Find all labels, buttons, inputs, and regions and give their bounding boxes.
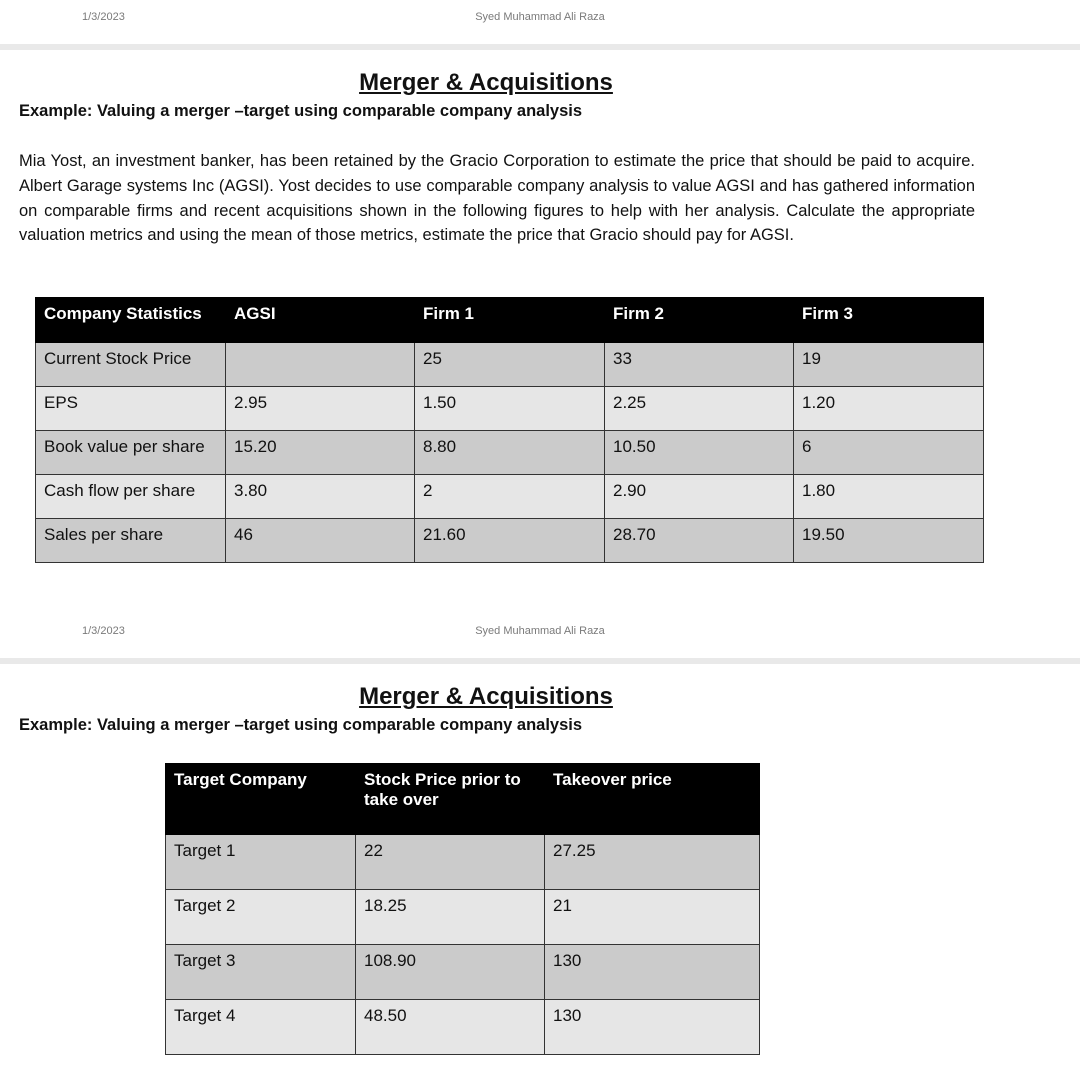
page-header <box>0 614 1080 644</box>
column-header: Firm 1 <box>415 298 605 343</box>
table-cell: 2.90 <box>605 475 794 519</box>
company-statistics-table <box>35 297 984 563</box>
table-cell: 1.20 <box>794 387 984 431</box>
target-takeover-table <box>165 763 760 1055</box>
table-cell: 27.25 <box>545 835 760 890</box>
table-cell: 2.25 <box>605 387 794 431</box>
row-label-cell: Current Stock Price <box>36 343 226 387</box>
row-label-cell: Target 4 <box>166 1000 356 1055</box>
page-divider <box>0 658 1080 664</box>
slide-subtitle: Example: Valuing a merger –target using comparable company analysis <box>19 716 583 734</box>
column-header: Firm 2 <box>605 298 794 343</box>
row-label-cell: Target 2 <box>166 890 356 945</box>
row-label-cell: Target 1 <box>166 835 356 890</box>
header-author: Syed Muhammad Ali Raza <box>475 11 605 23</box>
table-cell: 15.20 <box>226 431 415 475</box>
table-cell: 25 <box>415 343 605 387</box>
table-cell: 3.80 <box>226 475 415 519</box>
header-author: Syed Muhammad Ali Raza <box>475 625 605 637</box>
table-header-row <box>36 298 984 343</box>
column-header: Stock Price prior to take over <box>356 764 545 835</box>
table-row <box>36 343 984 387</box>
table-row <box>166 1000 760 1055</box>
column-header: Takeover price <box>545 764 760 835</box>
page-divider <box>0 44 1080 50</box>
slide-title: Merger & Acquisitions <box>359 683 613 710</box>
table-cell: 2 <box>415 475 605 519</box>
table-header-row <box>166 764 760 835</box>
table-row <box>36 475 984 519</box>
table-cell: 28.70 <box>605 519 794 563</box>
column-header: Firm 3 <box>794 298 984 343</box>
page-header <box>0 0 1080 30</box>
table-row <box>36 431 984 475</box>
table-cell: 18.25 <box>356 890 545 945</box>
slide-title: Merger & Acquisitions <box>359 69 613 96</box>
column-header: Target Company <box>166 764 356 835</box>
table-row <box>36 519 984 563</box>
table-cell: 10.50 <box>605 431 794 475</box>
table-cell: 21.60 <box>415 519 605 563</box>
table-cell: 108.90 <box>356 945 545 1000</box>
table-row <box>166 945 760 1000</box>
row-label-cell: Target 3 <box>166 945 356 1000</box>
table-cell: 48.50 <box>356 1000 545 1055</box>
table-cell: 8.80 <box>415 431 605 475</box>
table-cell: 1.50 <box>415 387 605 431</box>
table-row <box>166 890 760 945</box>
table-row <box>166 835 760 890</box>
table-cell: 33 <box>605 343 794 387</box>
problem-statement: Mia Yost, an investment banker, has been retained by the Gracio Corporation to estimate the price that should be paid to acquire. Albert Garage systems Inc (AGSI). Yost decides to use comparable company analysis to value AGSI and has gathered information on comparable firms and recent acquisitions shown in the following figures to help with her analysis. Calculate the appropriate valuation metrics and using the mean of those metrics, estimate the price that Gracio should pay for AGSI. <box>19 152 975 245</box>
row-label-cell: Cash flow per share <box>36 475 226 519</box>
row-label-cell: EPS <box>36 387 226 431</box>
column-header: AGSI <box>226 298 415 343</box>
table-cell: 22 <box>356 835 545 890</box>
row-label-cell: Sales per share <box>36 519 226 563</box>
table-cell: 19 <box>794 343 984 387</box>
row-label-cell: Book value per share <box>36 431 226 475</box>
table-row <box>36 387 984 431</box>
table-cell: 130 <box>545 945 760 1000</box>
slide-subtitle: Example: Valuing a merger –target using comparable company analysis <box>19 102 583 120</box>
header-date: 1/3/2023 <box>82 625 125 637</box>
table-cell: 21 <box>545 890 760 945</box>
header-date: 1/3/2023 <box>82 11 125 23</box>
table-cell: 19.50 <box>794 519 984 563</box>
table-cell: 130 <box>545 1000 760 1055</box>
table-cell: 1.80 <box>794 475 984 519</box>
table-cell: 2.95 <box>226 387 415 431</box>
table-cell: 46 <box>226 519 415 563</box>
table-cell <box>226 343 415 387</box>
table-cell: 6 <box>794 431 984 475</box>
column-header: Company Statistics <box>36 298 226 343</box>
